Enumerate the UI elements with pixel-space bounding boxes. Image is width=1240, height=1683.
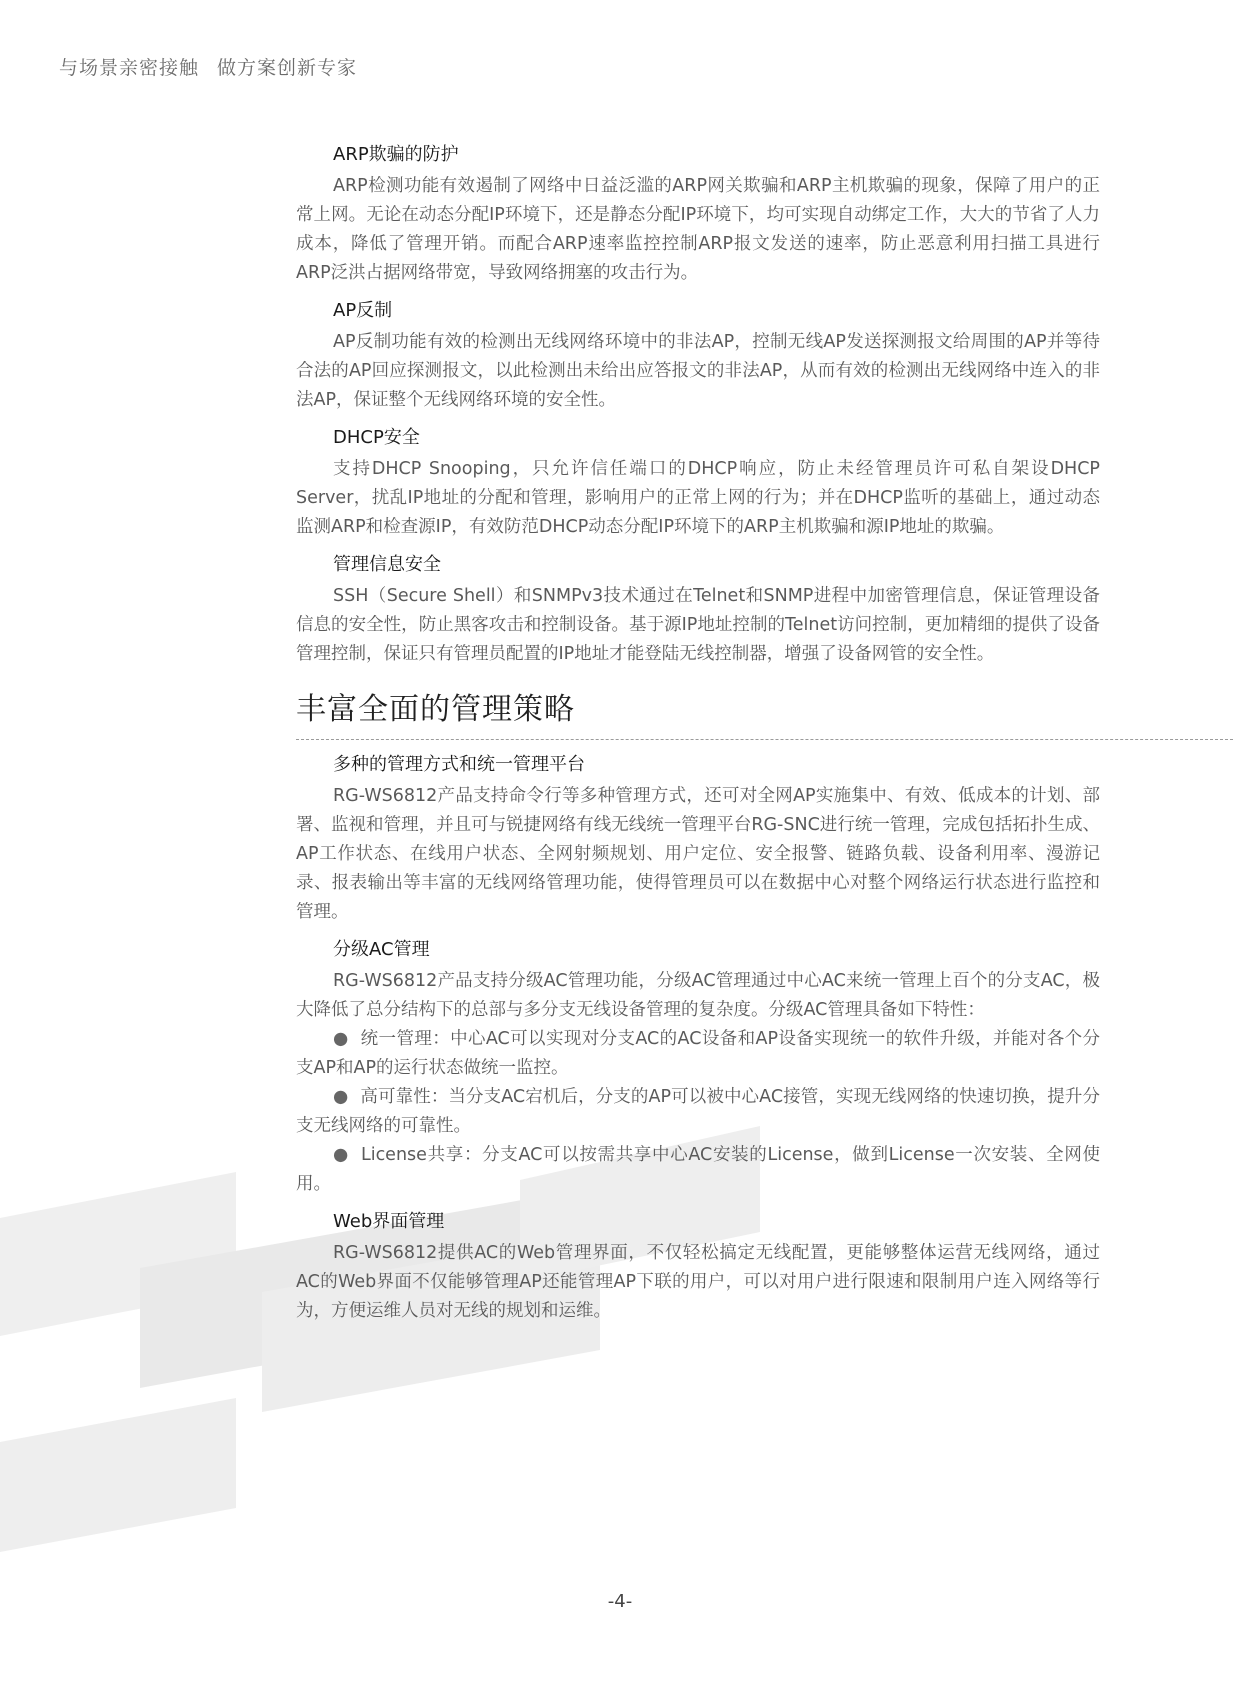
section-ap-counter (296, 298, 1100, 415)
dhcp-paragraph: 支持DHCP Snooping，只允许信任端口的DHCP响应，防止未经管理员许可私自架设DHCP Server，扰乱IP地址的分配和管理，影响用户的正常上网的行为；并在DHCP监听的基础上，通过动态监测ARP和检查源IP，有效防范DHCP动态分配IP环境下的ARP主机欺骗和源IP地址的欺骗。 (296, 459, 1100, 537)
list-item (296, 1141, 1100, 1199)
page-header (59, 53, 357, 80)
multi-management-heading: 多种的管理方式和统一管理平台 (333, 754, 585, 775)
section-multi-management (296, 752, 1100, 927)
arp-paragraph: ARP检测功能有效遏制了网络中日益泛滥的ARP网关欺骗和ARP主机欺骗的现象，保障了用户的正常上网。无论在动态分配IP环境下，还是静态分配IP环境下，均可实现自动绑定工作，大大的节省了人力成本，降低了管理开销。而配合ARP速率监控控制ARP报文发送的速率，防止恶意利用扫描工具进行ARP泛洪占据网络带宽，导致网络拥塞的攻击行为。 (296, 176, 1100, 283)
section-title: 丰富全面的管理策略 (296, 692, 575, 727)
section-arp (296, 142, 1100, 288)
section-web-management (296, 1209, 1100, 1326)
bullet-dot-icon: ● (333, 1087, 349, 1107)
mgmt-info-heading: 管理信息安全 (333, 554, 441, 575)
main-content (296, 142, 1100, 1336)
list-item (296, 1083, 1100, 1141)
section-dhcp (296, 425, 1100, 542)
header-slogan-left: 与场景亲密接触 (59, 57, 200, 79)
section-divider (296, 739, 1233, 740)
ap-counter-paragraph: AP反制功能有效的检测出无线网络环境中的非法AP，控制无线AP发送探测报文给周围的AP并等待合法的AP回应探测报文，以此检测出未给出应答报文的非法AP，从而有效的检测出无线网络中连入的非法AP，保证整个无线网络环境的安全性。 (296, 332, 1100, 410)
hierarchical-ac-heading: 分级AC管理 (333, 939, 430, 960)
web-management-paragraph: RG-WS6812提供AC的Web管理界面，不仅轻松搞定无线配置，更能够整体运营无线网络，通过AC的Web界面不仅能够管理AP还能管理AP下联的用户，可以对用户进行限速和限制用户连入网络等行为，方便运维人员对无线的规划和运维。 (296, 1243, 1100, 1321)
section-hierarchical-ac (296, 937, 1100, 1199)
bullet-dot-icon: ● (333, 1145, 349, 1165)
arp-heading: ARP欺骗的防护 (333, 144, 459, 165)
dhcp-heading: DHCP安全 (333, 427, 420, 448)
mgmt-info-paragraph: SSH（Secure Shell）和SNMPv3技术通过在Telnet和SNMP进程中加密管理信息，保证管理设备信息的安全性，防止黑客攻击和控制设备。基于源IP地址控制的Telnet访问控制，更加精细的提供了设备管理控制，保证只有管理员配置的IP地址才能登陆无线控制器，增强了设备网管的安全性。 (296, 586, 1100, 664)
header-slogan-right: 做方案创新专家 (217, 57, 358, 79)
bullet-text: 统一管理：中心AC可以实现对分支AC的AC设备和AP设备实现统一的软件升级，并能对各个分支AP和AP的运行状态做统一监控。 (296, 1029, 1101, 1078)
list-item (296, 1025, 1100, 1083)
hierarchical-ac-paragraph: RG-WS6812产品支持分级AC管理功能，分级AC管理通过中心AC来统一管理上百个的分支AC，极大降低了总分结构下的总部与多分支无线设备管理的复杂度。分级AC管理具备如下特性： (296, 971, 1100, 1020)
bullet-dot-icon: ● (333, 1029, 349, 1049)
multi-management-paragraph: RG-WS6812产品支持命令行等多种管理方式，还可对全网AP实施集中、有效、低成本的计划、部署、监视和管理，并且可与锐捷网络有线无线统一管理平台RG-SNC进行统一管理，完成包括拓扑生成、AP工作状态、在线用户状态、全网射频规划、用户定位、安全报警、链路负载、设备利用率、漫游记录、报表输出等丰富的无线网络管理功能，使得管理员可以在数据中心对整个网络运行状态进行监控和管理。 (296, 786, 1100, 922)
web-management-heading: Web界面管理 (333, 1211, 445, 1232)
ap-counter-heading: AP反制 (333, 300, 393, 321)
page-number: -4- (607, 1591, 633, 1612)
section-mgmt-info (296, 552, 1100, 669)
bullet-text: 高可靠性：当分支AC宕机后，分支的AP可以被中心AC接管，实现无线网络的快速切换，提升分支无线网络的可靠性。 (296, 1087, 1100, 1136)
bullet-text: License共享：分支AC可以按需共享中心AC安装的License，做到License一次安装、全网使用。 (296, 1145, 1100, 1194)
